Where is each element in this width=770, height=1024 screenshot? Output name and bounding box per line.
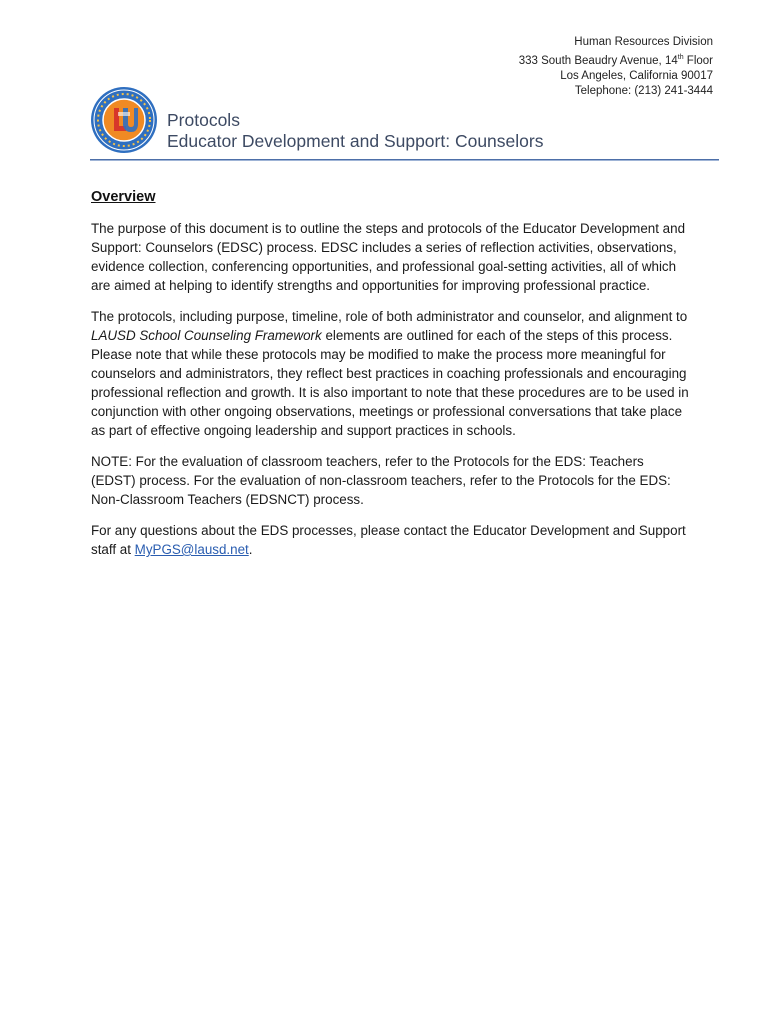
division-name: Human Resources Division	[574, 36, 713, 48]
header-divider-shadow	[90, 160, 719, 161]
email-link[interactable]: MyPGS@lausd.net	[134, 542, 249, 557]
purpose-paragraph: The purpose of this document is to outline the steps and protocols of the Educator Development and Support: Counselors (EDSC) process. EDSC includes a series of reflection activities, observations, evidence collection, conferencing opportunities, and professional goal-setting activities, all of which are aimed at helping to identify strengths and opportunities for improving professional practice.	[91, 221, 686, 293]
document-body	[91, 188, 691, 571]
page-title: Protocols	[167, 110, 240, 130]
telephone-line: Telephone: (213) 241-3444	[574, 84, 713, 97]
street-address: 333 South Beaudry Avenue, 14th Floor	[518, 54, 713, 67]
protocols-paragraph: The protocols, including purpose, timeline, role of both administrator and counselor, and alignment to LAUSD School Counseling Framework elements are outlined for each of the steps of this process. Please note that while these protocols may be modified to make the process more meaningful for counselors and administrators, they reflect best practices in coaching professionals and encouraging professional reflection and growth. It is also important to note that these procedures are to be used in conjunction with other ongoing observations, meetings or professional conversations that take place as part of effective ongoing leadership and support practices in schools.	[91, 309, 689, 438]
lausd-seal-icon	[90, 86, 158, 154]
page-subtitle: Educator Development and Support: Counselors	[167, 131, 544, 151]
document-title-block	[167, 110, 543, 152]
address-block	[519, 35, 713, 99]
overview-heading: Overview	[91, 189, 156, 205]
contact-paragraph: For any questions about the EDS processes, please contact the Educator Development and Support staff at MyPGS@lausd.net.	[91, 523, 686, 557]
note-paragraph: NOTE: For the evaluation of classroom teachers, refer to the Protocols for the EDS: Teachers (EDST) process. For the evaluation of non-classroom teachers, refer to the Protocols for the EDS: Non-Classroom Teachers (EDSNCT) process.	[91, 454, 671, 507]
city-line: Los Angeles, California 90017	[560, 69, 713, 82]
framework-title: LAUSD School Counseling Framework	[91, 328, 322, 343]
